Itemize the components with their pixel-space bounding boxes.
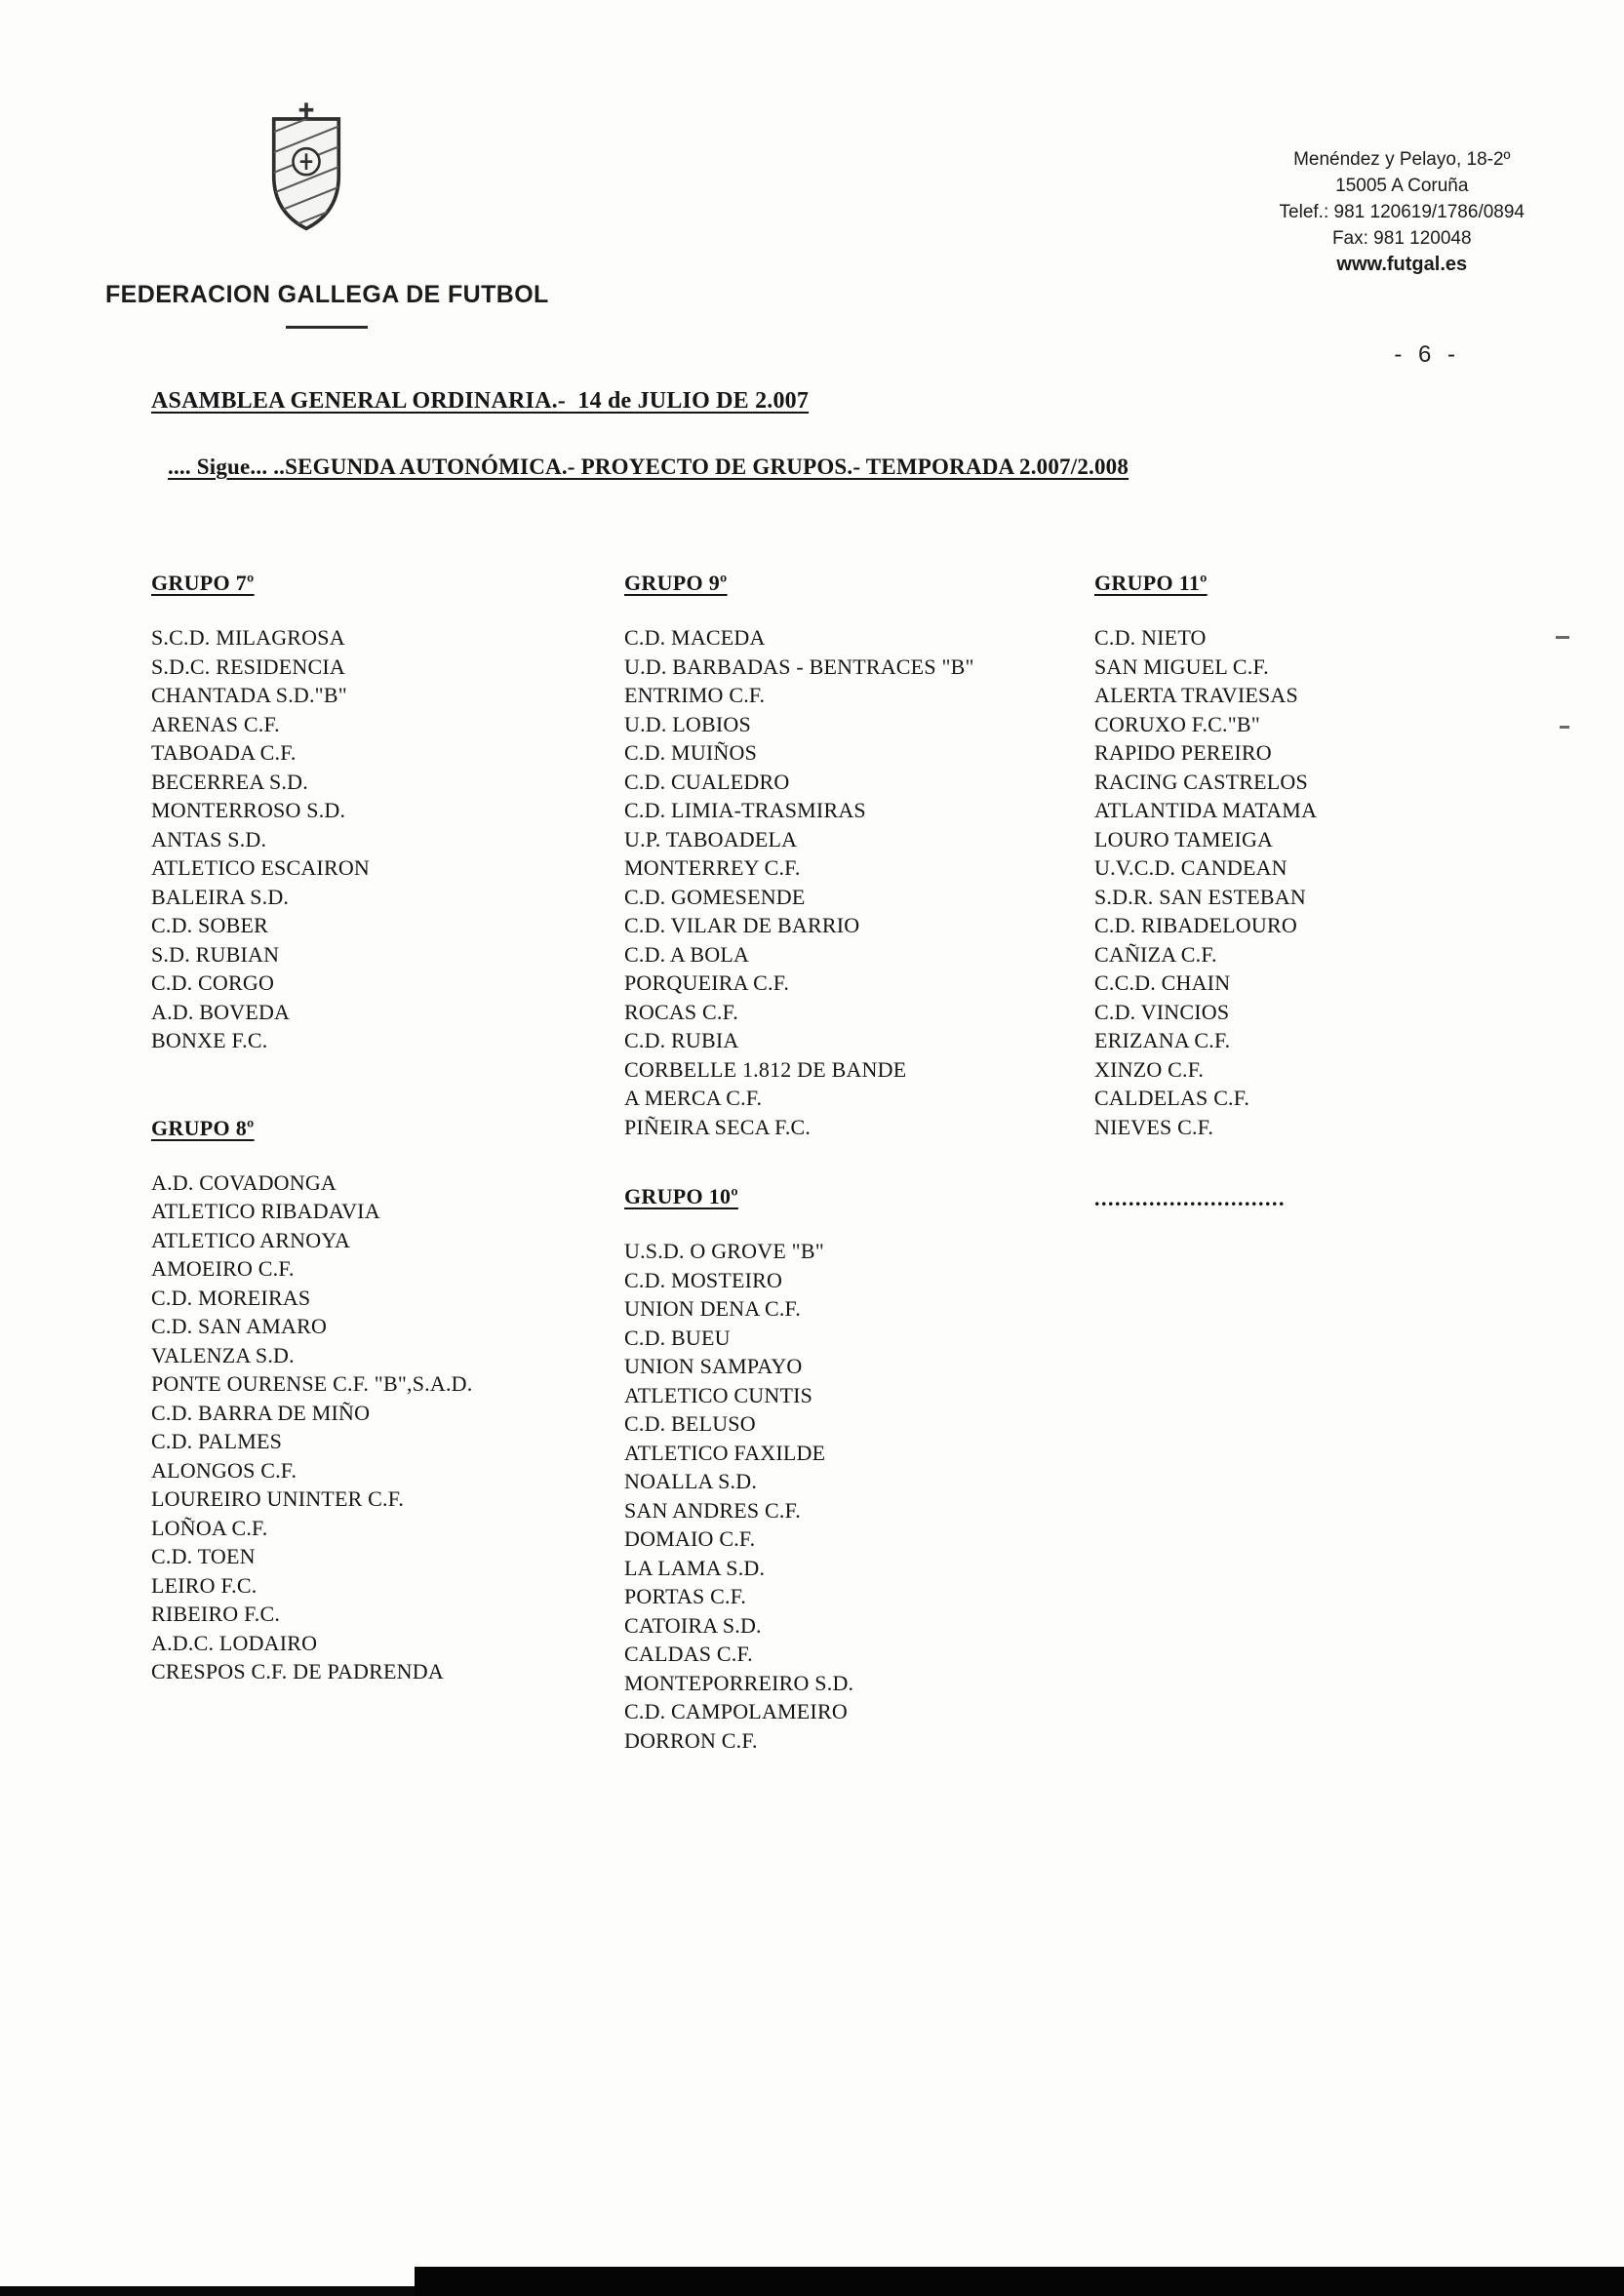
team-item: ATLETICO ARNOYA xyxy=(151,1227,351,1252)
team-item: A.D.C. LODAIRO xyxy=(151,1630,318,1655)
team-item: C.D. MOSTEIRO xyxy=(624,1267,783,1292)
team-item: ATLETICO CUNTIS xyxy=(624,1382,813,1407)
team-item: A.D. BOVEDA xyxy=(151,999,291,1024)
team-item: C.D. CORGO xyxy=(151,970,275,995)
group-heading: GRUPO 10º xyxy=(624,1184,738,1208)
team-item: ERIZANA C.F. xyxy=(1094,1028,1231,1052)
group-section-10 xyxy=(624,1184,1088,1755)
team-item: C.D. CAMPOLAMEIRO xyxy=(624,1699,848,1723)
team-item: CALDELAS C.F. xyxy=(1094,1086,1250,1110)
document-title: ASAMBLEA GENERAL ORDINARIA.- 14 de JULIO DE 2.007 xyxy=(151,388,810,414)
team-item: LOÑOA C.F. xyxy=(151,1515,268,1540)
team-list xyxy=(624,623,1088,1141)
phone-line: Telef.: 981 120619/1786/0894 xyxy=(1279,202,1525,222)
team-item: S.C.D. MILAGROSA xyxy=(151,625,345,650)
team-item: BONXE F.C. xyxy=(151,1028,268,1052)
team-item: BECERREA S.D. xyxy=(151,769,308,794)
column-1 xyxy=(151,571,610,1686)
team-item: A.D. COVADONGA xyxy=(151,1169,337,1195)
group-section-8 xyxy=(151,1116,610,1686)
team-item: S.D.C. RESIDENCIA xyxy=(151,653,345,679)
address-line-2: 15005 A Coruña xyxy=(1335,176,1469,196)
team-item: C.D. SAN AMARO xyxy=(151,1314,328,1338)
team-item: LOURO TAMEIGA xyxy=(1094,826,1274,851)
team-item: ATLETICO ESCAIRON xyxy=(151,855,371,880)
team-item: RIBEIRO F.C. xyxy=(151,1602,281,1626)
team-item: CALDAS C.F. xyxy=(624,1642,753,1666)
team-item: C.D. MUIÑOS xyxy=(624,740,758,765)
team-item: S.D. RUBIAN xyxy=(151,941,280,967)
team-item: LA LAMA S.D. xyxy=(624,1555,766,1580)
team-item: ALERTA TRAVIESAS xyxy=(1094,683,1298,707)
team-item: C.D. MOREIRAS xyxy=(151,1285,311,1310)
scan-edge-bar xyxy=(415,2267,1624,2296)
team-item: C.D. TOEN xyxy=(151,1544,256,1568)
team-item: C.C.D. CHAIN xyxy=(1094,970,1231,995)
team-item: PIÑEIRA SECA F.C. xyxy=(624,1114,812,1139)
group-heading: GRUPO 8º xyxy=(151,1115,255,1140)
team-item: CAÑIZA C.F. xyxy=(1094,941,1217,967)
team-item: CORBELLE 1.812 DE BANDE xyxy=(624,1056,907,1082)
team-item: C.D. LIMIA-TRASMIRAS xyxy=(624,798,866,822)
team-item: AMOEIRO C.F. xyxy=(151,1256,295,1281)
team-item: DORRON C.F. xyxy=(624,1727,758,1753)
document-subtitle: .... Sigue... ..SEGUNDA AUTONÓMICA.- PROYECTO DE GRUPOS.- TEMPORADA 2.007/2.008 xyxy=(168,455,1129,479)
team-item: ATLETICO FAXILDE xyxy=(624,1440,826,1465)
team-item: PONTE OURENSE C.F. "B",S.A.D. xyxy=(151,1371,473,1396)
team-item: C.D. BUEU xyxy=(624,1325,731,1350)
team-item: XINZO C.F. xyxy=(1094,1056,1205,1082)
federation-logo xyxy=(256,98,357,242)
team-item: PORTAS C.F. xyxy=(624,1584,747,1608)
team-item: SAN ANDRES C.F. xyxy=(624,1497,801,1523)
team-item: DOMAIO C.F. xyxy=(624,1526,756,1551)
team-item: ANTAS S.D. xyxy=(151,826,267,851)
team-item: C.D. A BOLA xyxy=(624,941,750,967)
team-item: A MERCA C.F. xyxy=(624,1086,763,1110)
team-list xyxy=(151,623,610,1055)
team-item: SAN MIGUEL C.F. xyxy=(1094,653,1269,679)
team-item: C.D. RIBADELOURO xyxy=(1094,913,1297,937)
column-2 xyxy=(624,571,1088,1755)
team-item: ARENAS C.F. xyxy=(151,711,280,736)
fax-line: Fax: 981 120048 xyxy=(1331,228,1472,249)
team-item: LOUREIRO UNINTER C.F. xyxy=(151,1486,405,1511)
group-heading: GRUPO 7º xyxy=(151,571,255,595)
team-item: MONTEPORREIRO S.D. xyxy=(624,1670,854,1695)
team-list xyxy=(1094,623,1524,1141)
dotted-separator: ............................ xyxy=(1094,1186,1286,1210)
team-item: C.D. VINCIOS xyxy=(1094,999,1230,1024)
team-item: NOALLA S.D. xyxy=(624,1469,758,1493)
team-item: C.D. NIETO xyxy=(1094,625,1207,650)
team-item: ATLANTIDA MATAMA xyxy=(1094,798,1318,822)
team-item: U.D. BARBADAS - BENTRACES "B" xyxy=(624,653,974,679)
team-item: C.D. BELUSO xyxy=(624,1411,756,1436)
team-item: ATLETICO RIBADAVIA xyxy=(151,1199,380,1223)
team-item: VALENZA S.D. xyxy=(151,1342,295,1367)
letterhead-contact-block xyxy=(1280,146,1525,278)
scan-artifact-dash xyxy=(1560,726,1569,729)
group-section-9 xyxy=(624,571,1088,1141)
column-3 xyxy=(1094,571,1524,1211)
team-item: S.D.R. SAN ESTEBAN xyxy=(1094,884,1306,909)
shield-icon xyxy=(256,98,357,242)
website-text: www.futgal.es xyxy=(1336,254,1468,275)
organization-name: FEDERACION GALLEGA DE FUTBOL xyxy=(105,281,549,308)
team-item: C.D. SOBER xyxy=(151,913,268,937)
team-item: UNION DENA C.F. xyxy=(624,1296,801,1321)
team-item: MONTERREY C.F. xyxy=(624,855,801,880)
group-section-7 xyxy=(151,571,610,1055)
group-heading: GRUPO 9º xyxy=(624,571,728,595)
team-item: LEIRO F.C. xyxy=(151,1572,257,1598)
team-item: TABOADA C.F. xyxy=(151,740,297,765)
team-list xyxy=(151,1168,610,1686)
team-item: CHANTADA S.D."B" xyxy=(151,683,347,707)
team-item: CRESPOS C.F. DE PADRENDA xyxy=(151,1659,444,1683)
team-list xyxy=(624,1237,1088,1755)
team-item: U.P. TABOADELA xyxy=(624,826,798,851)
team-item: U.V.C.D. CANDEAN xyxy=(1094,855,1287,880)
address-line-1: Menéndez y Pelayo, 18-2º xyxy=(1293,149,1511,170)
team-item: ROCAS C.F. xyxy=(624,999,739,1024)
team-item: C.D. GOMESENDE xyxy=(624,884,806,909)
team-item: MONTERROSO S.D. xyxy=(151,798,346,822)
page-number: - 6 - xyxy=(1394,341,1460,368)
team-item: C.D. VILAR DE BARRIO xyxy=(624,913,860,937)
team-item: C.D. RUBIA xyxy=(624,1028,739,1052)
team-item: PORQUEIRA C.F. xyxy=(624,970,790,995)
org-name-rule xyxy=(286,326,368,329)
team-item: ENTRIMO C.F. xyxy=(624,683,766,707)
group-section-11 xyxy=(1094,571,1524,1141)
team-item: CORUXO F.C."B" xyxy=(1094,711,1260,736)
team-item: RAPIDO PEREIRO xyxy=(1094,740,1272,765)
team-item: C.D. MACEDA xyxy=(624,625,766,650)
team-item: C.D. BARRA DE MIÑO xyxy=(151,1400,371,1425)
team-item: U.S.D. O GROVE "B" xyxy=(624,1239,824,1263)
team-item: RACING CASTRELOS xyxy=(1094,769,1308,794)
team-item: CATOIRA S.D. xyxy=(624,1612,762,1638)
team-item: C.D. CUALEDRO xyxy=(624,769,790,794)
team-item: UNION SAMPAYO xyxy=(624,1354,803,1378)
team-item: BALEIRA S.D. xyxy=(151,884,290,909)
scan-artifact-dash xyxy=(1556,636,1569,639)
team-item: C.D. PALMES xyxy=(151,1429,283,1453)
group-heading: GRUPO 11º xyxy=(1094,571,1208,595)
scan-edge-bar-left xyxy=(0,2286,415,2296)
team-item: U.D. LOBIOS xyxy=(624,711,751,736)
team-item: NIEVES C.F. xyxy=(1094,1114,1214,1139)
team-item: ALONGOS C.F. xyxy=(151,1457,297,1483)
